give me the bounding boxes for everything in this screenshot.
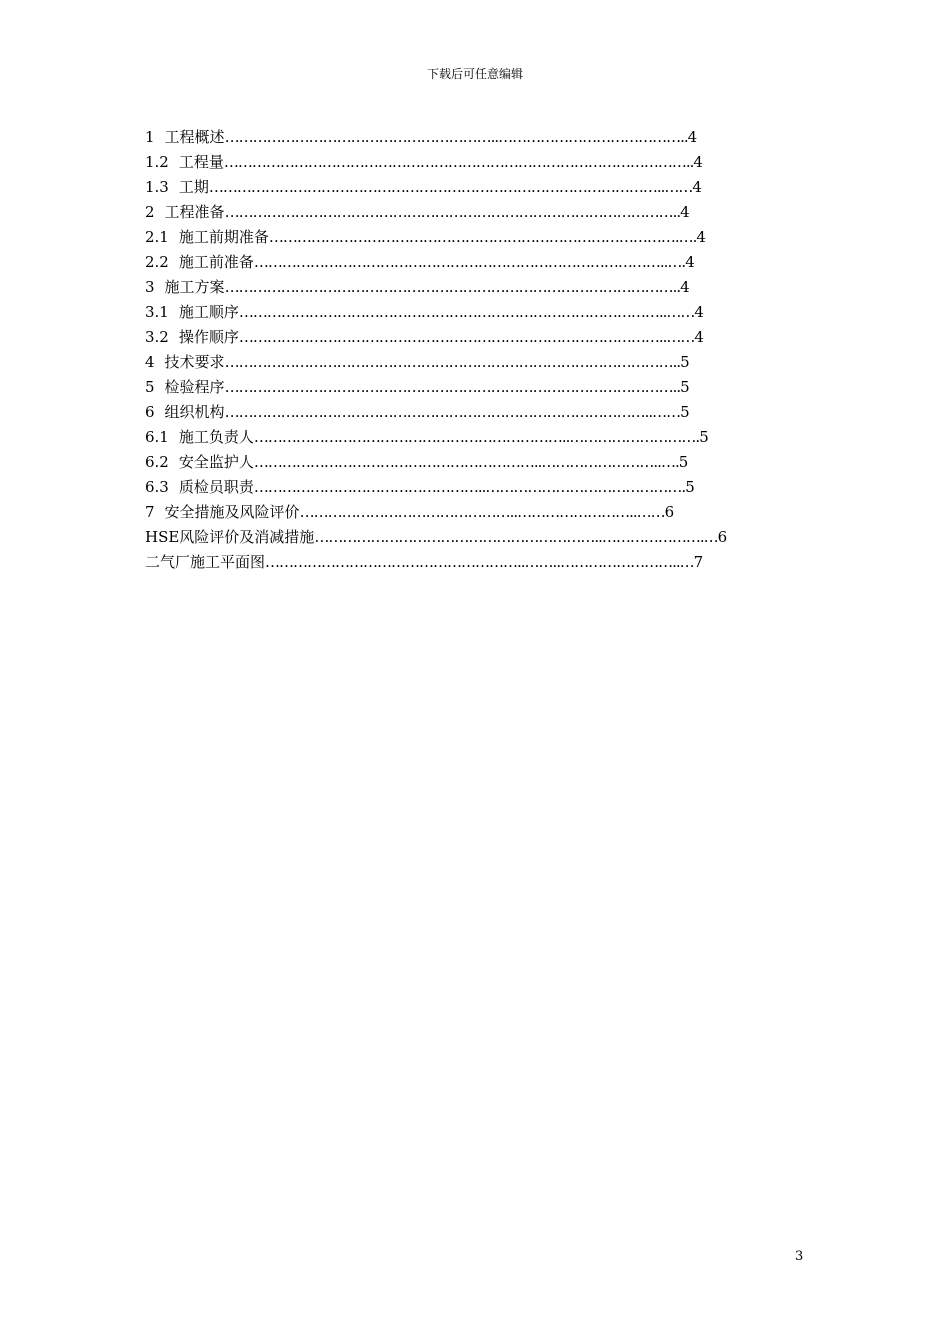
toc-entry-leader: …………………………………………………………..………………………. (253, 428, 700, 446)
toc-entry-page: 4 (694, 303, 704, 321)
toc-entry-number: 2.2 (145, 253, 169, 271)
toc-entry-title: 安全监护人 (178, 453, 254, 471)
toc-entry-number: 6.1 (145, 428, 169, 446)
toc-entry-leader: …………………………………………………..………………………………….. (224, 128, 688, 146)
page-number: 3 (795, 1249, 804, 1264)
toc-entry-title: 安全措施及风险评价 (164, 503, 300, 521)
toc-entry-title: 施工前准备 (178, 253, 254, 271)
toc-entry-2-2[interactable] (145, 251, 825, 276)
toc-entry-number: 3 (145, 278, 155, 296)
toc-entry-title: 工程准备 (164, 203, 225, 221)
toc-entry-page: 6 (664, 503, 675, 521)
toc-entry-page: 4 (693, 153, 703, 171)
toc-entry-title: 技术要求 (164, 353, 225, 371)
toc-entry-page: 5 (680, 353, 690, 371)
toc-entry-page: 4 (685, 253, 695, 271)
toc-entry-page: 4 (696, 228, 706, 246)
toc-entry-leader: …………………………………………………………………………………….. (224, 378, 681, 396)
toc-entry-leader: …………………………………………..……………………………………. (253, 478, 686, 496)
toc-entry-number: 5 (145, 378, 155, 396)
toc-entry-page: 5 (699, 428, 709, 446)
toc-entry-5[interactable] (145, 376, 825, 401)
toc-entry-number: 6 (145, 403, 155, 421)
toc-entry-leader: ……………………………………………………..………………….… (314, 528, 718, 546)
toc-entry-title: 检验程序 (164, 378, 225, 396)
toc-entry-title: HSE风险评价及消减措施 (145, 528, 315, 546)
toc-entry-number: 2 (145, 203, 155, 221)
toc-entry-4[interactable] (145, 351, 825, 376)
toc-entry-3-1[interactable] (145, 301, 825, 326)
toc-entry-leader: ……………………………………………………………………………………..…… (208, 178, 693, 196)
toc-entry-1-2[interactable] (145, 151, 825, 176)
toc-entry-page: 5 (680, 403, 690, 421)
toc-entry-leader: ………………………………………………………………………………..…… (238, 328, 695, 346)
toc-entry-title: 组织机构 (164, 403, 225, 421)
toc-entry-page: 7 (693, 553, 704, 571)
toc-entry-page: 5 (685, 478, 695, 496)
toc-entry-1-3[interactable] (145, 176, 825, 201)
toc-entry-number: 1.2 (145, 153, 169, 171)
toc-entry-leader: …………………………………………………………………………………….. (224, 278, 681, 296)
toc-entry-number: 3.1 (145, 303, 169, 321)
toc-entry-3-2[interactable] (145, 326, 825, 351)
toc-entry-title: 施工顺序 (178, 303, 239, 321)
toc-entry-leader: …………………………………………………………………………………….. (224, 353, 681, 371)
toc-entry-number: 1 (145, 128, 155, 146)
toc-entry-2-1[interactable] (145, 226, 825, 251)
toc-entry-title: 工程概述 (164, 128, 225, 146)
toc-entry-1[interactable] (145, 126, 825, 151)
toc-entry-leader: …………………………………………………………………………………….. (224, 203, 681, 221)
toc-entry-title: 操作顺序 (178, 328, 239, 346)
toc-entry-number: 6.3 (145, 478, 169, 496)
toc-entry-title: 施工前期准备 (178, 228, 269, 246)
toc-entry-title: 二气厂施工平面图 (145, 553, 266, 571)
toc-entry-site-plan[interactable] (145, 551, 825, 576)
toc-entry-page: 5 (678, 453, 689, 471)
toc-entry-6-1[interactable] (145, 426, 825, 451)
toc-entry-number: 1.3 (145, 178, 169, 196)
toc-entry-leader: ………………………………………………..……..……………………..… (265, 553, 694, 571)
toc-entry-page: 4 (687, 128, 698, 146)
toc-entry-leader: ……………………………………………………..……………………..…. (253, 453, 679, 471)
toc-entry-title: 工期 (178, 178, 209, 196)
toc-entry-title: 质检员职责 (178, 478, 254, 496)
toc-entry-number: 2.1 (145, 228, 169, 246)
toc-entry-number: 6.2 (145, 453, 169, 471)
toc-entry-3[interactable] (145, 276, 825, 301)
toc-entry-6[interactable] (145, 401, 825, 426)
toc-entry-page: 4 (680, 278, 690, 296)
toc-entry-leader: ………………………………………………………………………………..…… (224, 403, 681, 421)
toc-entry-hse[interactable] (145, 526, 825, 551)
toc-entry-page: 4 (680, 203, 690, 221)
toc-entry-7[interactable] (145, 501, 825, 526)
toc-entry-2[interactable] (145, 201, 825, 226)
toc-entry-page: 4 (694, 328, 704, 346)
toc-entry-number: 7 (145, 503, 155, 521)
toc-entry-title: 施工方案 (164, 278, 225, 296)
toc-entry-6-2[interactable] (145, 451, 825, 476)
toc-entry-page: 5 (680, 378, 690, 396)
toc-entry-page: 4 (692, 178, 702, 196)
toc-entry-leader: ……………………………………………………………………………………….. (223, 153, 694, 171)
toc-entry-leader: ………………………………………………………………………………..…… (238, 303, 695, 321)
toc-entry-title: 工程量 (178, 153, 224, 171)
toc-entry-leader: ……………………………………………………………………………..…. (253, 253, 686, 271)
toc-entry-6-3[interactable] (145, 476, 825, 501)
toc-entry-title: 施工负责人 (178, 428, 254, 446)
toc-entry-page: 6 (717, 528, 728, 546)
toc-entry-leader: ………………………………………..……………………..…… (299, 503, 665, 521)
toc-entry-number: 4 (145, 353, 155, 371)
header-note: 下载后可任意编辑 (426, 67, 523, 81)
toc-entry-number: 3.2 (145, 328, 169, 346)
toc-entry-leader: …………………………………………………………………………….…. (268, 228, 697, 246)
table-of-contents (145, 126, 825, 576)
